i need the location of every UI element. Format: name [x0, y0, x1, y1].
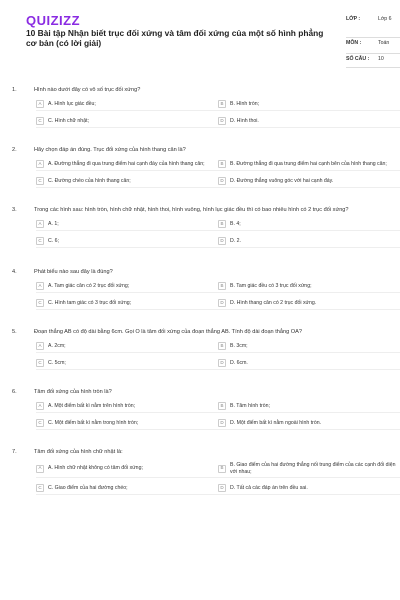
option-letter-box: C — [36, 177, 44, 185]
answer-option[interactable] — [218, 282, 400, 293]
meta-row-count — [346, 54, 400, 68]
option-letter-box: D — [218, 359, 226, 367]
worksheet-title: 10 Bài tập Nhận biết trục đối xứng và tâm đối xứng của một số hình phẳng cơ bản (có lời giải) — [26, 28, 324, 48]
meta-label: SỐ CÂU : — [346, 56, 370, 62]
question-number: 2. — [12, 147, 17, 153]
question-item — [12, 206, 390, 248]
answer-option[interactable] — [36, 359, 218, 370]
answer-option[interactable] — [218, 484, 400, 495]
answer-option[interactable] — [218, 359, 400, 370]
question-header — [12, 448, 390, 456]
option-letter-box: C — [36, 117, 44, 125]
option-text: B. Tam giác đều có 3 trục đối xứng; — [230, 282, 312, 289]
question-header — [12, 328, 390, 336]
option-letter-box: D — [218, 484, 226, 492]
option-text: B. Giao điểm của hai đường thẳng nối trung điểm của các cạnh đối diện với nhau; — [230, 462, 396, 475]
answer-option[interactable] — [218, 462, 400, 478]
answer-option[interactable] — [218, 177, 400, 188]
worksheet-header — [12, 0, 392, 78]
question-number: 3. — [12, 207, 17, 213]
question-text: Tâm đối xứng của hình tròn là? — [34, 389, 112, 395]
option-letter-box: A — [36, 342, 44, 350]
option-text: D. Tất cả các đáp án trên đều sai. — [230, 484, 308, 491]
option-text: A. Một điểm bất kì nằm trên hình tròn; — [48, 402, 136, 409]
option-text: B. Đường thẳng đi qua trung điểm hai cạnh bên của hình thang cân; — [230, 160, 387, 167]
answer-options — [36, 220, 390, 248]
option-letter-box: A — [36, 402, 44, 410]
question-number: 4. — [12, 269, 17, 275]
question-item — [12, 388, 390, 430]
option-letter-box: C — [36, 359, 44, 367]
worksheet-meta — [346, 14, 400, 68]
meta-value: Lớp 6 — [378, 16, 392, 22]
answer-options — [36, 100, 390, 128]
option-text: A. Đường thẳng đi qua trung điểm hai cạnh đáy của hình thang cân; — [48, 160, 205, 167]
meta-label: LỚP : — [346, 16, 361, 22]
answer-option[interactable] — [36, 402, 218, 413]
option-text: B. 3cm; — [230, 342, 248, 349]
answer-option[interactable] — [36, 117, 218, 128]
question-item — [12, 268, 390, 310]
option-letter-box: A — [36, 465, 44, 473]
option-letter-box: C — [36, 484, 44, 492]
option-text: C. Một điểm bất kì nằm trong hình tròn; — [48, 419, 139, 426]
answer-options — [36, 462, 396, 495]
question-number: 6. — [12, 389, 17, 395]
question-list — [12, 86, 396, 511]
answer-option[interactable] — [218, 220, 400, 231]
option-letter-box: C — [36, 419, 44, 427]
option-text: D. 2. — [230, 237, 241, 244]
question-header — [12, 268, 390, 276]
meta-value: 10 — [378, 56, 384, 62]
meta-row-class — [346, 14, 400, 38]
option-letter-box: C — [36, 237, 44, 245]
question-number: 7. — [12, 449, 17, 455]
question-number: 1. — [12, 87, 17, 93]
option-text: C. 6; — [48, 237, 59, 244]
meta-value: Toán — [378, 40, 390, 46]
meta-label: MÔN : — [346, 40, 362, 46]
answer-option[interactable] — [218, 237, 400, 248]
answer-option[interactable] — [218, 160, 400, 171]
answer-option[interactable] — [36, 282, 218, 293]
answer-option[interactable] — [218, 402, 400, 413]
option-letter-box: B — [218, 100, 226, 108]
meta-row-subject — [346, 38, 400, 54]
option-text: C. Hình chữ nhật; — [48, 117, 89, 124]
question-item — [12, 448, 396, 495]
answer-option[interactable] — [36, 160, 218, 171]
option-text: B. 4; — [230, 220, 241, 227]
option-letter-box: D — [218, 299, 226, 307]
question-text: Trong các hình sau: hình tròn, hình chữ nhật, hình thoi, hình vuông, hình lục giác đều thì có bao nhiêu hình có 2 trục đối xứng? — [34, 207, 349, 213]
question-header — [12, 86, 390, 94]
option-text: C. Đường chéo của hình thang cân; — [48, 177, 131, 184]
answer-option[interactable] — [36, 299, 218, 310]
answer-option[interactable] — [36, 342, 218, 353]
question-number: 5. — [12, 329, 17, 335]
option-letter-box: B — [218, 160, 226, 168]
question-item — [12, 146, 390, 188]
question-item — [12, 86, 390, 128]
option-letter-box: A — [36, 282, 44, 290]
option-text: A. Hình chữ nhật không có tâm đối xứng; — [48, 465, 143, 472]
answer-option[interactable] — [36, 419, 218, 430]
answer-options — [36, 282, 390, 310]
answer-option[interactable] — [218, 117, 400, 128]
question-text: Tâm đối xứng của hình chữ nhật là: — [34, 449, 123, 455]
question-header — [12, 146, 390, 154]
option-letter-box: B — [218, 465, 226, 473]
question-header — [12, 206, 390, 214]
answer-option[interactable] — [218, 299, 400, 310]
option-text: C. 5cm; — [48, 359, 66, 366]
option-letter-box: A — [36, 220, 44, 228]
quizizz-logo: QUIZIZZ — [26, 13, 81, 28]
option-text: D. Hình thoi. — [230, 117, 259, 124]
question-header — [12, 388, 390, 396]
option-text: C. Giao điểm của hai đường chéo; — [48, 484, 128, 491]
answer-option[interactable] — [36, 177, 218, 188]
option-text: D. Một điểm bất kì nằm ngoài hình tròn. — [230, 419, 322, 426]
option-letter-box: B — [218, 342, 226, 350]
answer-option[interactable] — [218, 419, 400, 430]
option-letter-box: B — [218, 220, 226, 228]
option-text: A. Tam giác cân có 2 trục đối xứng; — [48, 282, 130, 289]
question-text: Hình nào dưới đây có vô số trục đối xứng? — [34, 87, 141, 93]
answer-options — [36, 342, 390, 370]
answer-option[interactable] — [36, 220, 218, 231]
option-letter-box: A — [36, 160, 44, 168]
option-letter-box: D — [218, 419, 226, 427]
option-text: D. Đường thẳng vuông góc với hai cạnh đáy. — [230, 177, 334, 184]
option-letter-box: B — [218, 402, 226, 410]
question-text: Hãy chọn đáp án đúng. Trục đối xứng của hình thang cân là? — [34, 147, 186, 153]
option-text: A. Hình lục giác đều; — [48, 100, 96, 107]
answer-option[interactable] — [36, 237, 218, 248]
question-item — [12, 328, 390, 370]
option-text: C. Hình tam giác có 3 trục đối xứng; — [48, 299, 132, 306]
option-letter-box: B — [218, 282, 226, 290]
option-text: B. Tâm hình tròn; — [230, 402, 270, 409]
option-text: B. Hình tròn; — [230, 100, 260, 107]
option-letter-box: D — [218, 237, 226, 245]
option-text: D. 6cm. — [230, 359, 248, 366]
answer-option[interactable] — [36, 484, 218, 495]
option-text: A. 1; — [48, 220, 59, 227]
option-text: D. Hình thang cân có 2 trục đối xứng. — [230, 299, 317, 306]
option-text: A. 2cm; — [48, 342, 66, 349]
answer-option[interactable] — [218, 100, 400, 111]
answer-option[interactable] — [36, 100, 218, 111]
option-letter-box: A — [36, 100, 44, 108]
option-letter-box: D — [218, 117, 226, 125]
question-text: Đoạn thẳng AB có độ dài bằng 6cm. Gọi O là tâm đối xứng của đoạn thẳng AB. Tính độ dài đoạn thẳng OA? — [34, 329, 302, 335]
answer-option[interactable] — [36, 462, 218, 478]
answer-options — [36, 160, 390, 188]
question-text: Phát biểu nào sau đây là đúng? — [34, 269, 113, 275]
option-letter-box: C — [36, 299, 44, 307]
option-letter-box: D — [218, 177, 226, 185]
answer-option[interactable] — [218, 342, 400, 353]
answer-options — [36, 402, 390, 430]
